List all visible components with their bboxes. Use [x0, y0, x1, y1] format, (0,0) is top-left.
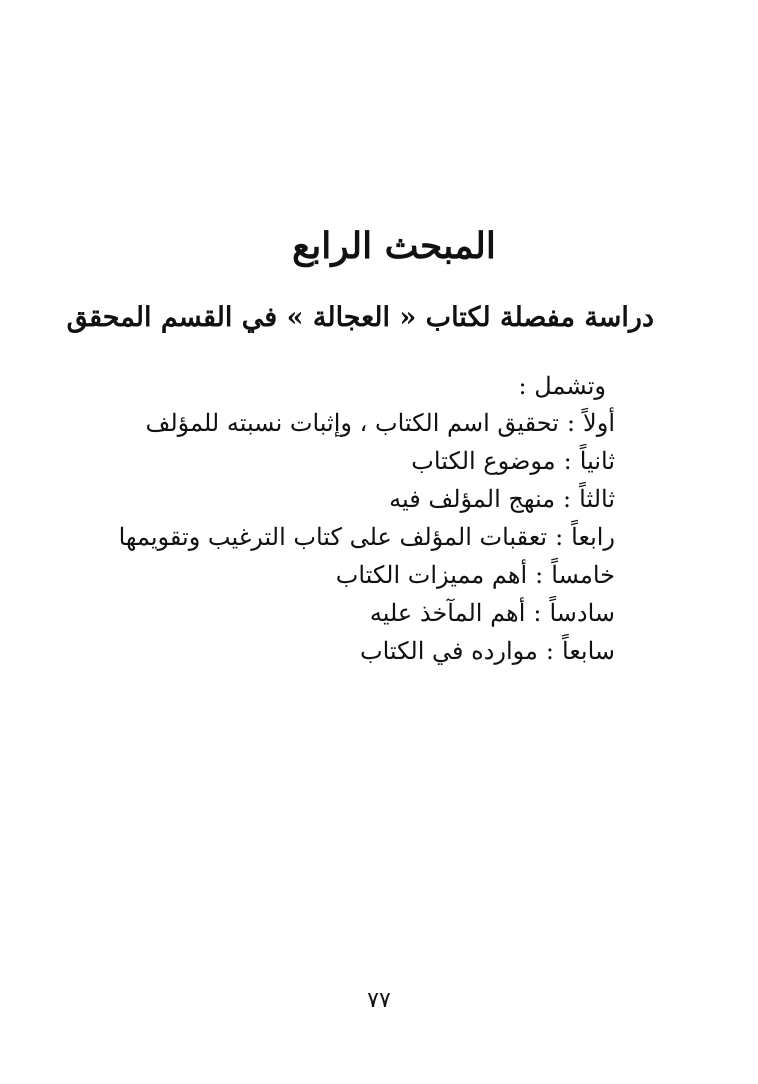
list-item [119, 632, 615, 670]
item-separator: : [535, 561, 544, 589]
item-text: موضوع الكتاب [411, 447, 556, 475]
section-subtitle: دراسة مفصلة لكتاب « العجالة » في القسم المحقق [66, 302, 654, 333]
list-item [119, 404, 615, 442]
contents-list [119, 404, 615, 670]
item-text: موارده في الكتاب [360, 637, 538, 665]
item-text: أهم مميزات الكتاب [335, 561, 528, 589]
item-separator: : [566, 409, 576, 437]
chapter-title: المبحث الرابع [292, 225, 496, 267]
item-ordinal: رابعاً [571, 523, 615, 551]
item-text: تحقيق اسم الكتاب ، وإثبات نسبته للمؤلف [145, 409, 559, 437]
list-item [119, 442, 615, 480]
item-separator: : [563, 485, 572, 513]
item-text: أهم المآخذ عليه [369, 599, 526, 627]
item-separator: : [563, 447, 572, 475]
item-ordinal: خامساً [551, 561, 615, 589]
item-ordinal: ثالثاً [579, 485, 615, 513]
item-text: منهج المؤلف فيه [389, 485, 556, 513]
list-item [119, 480, 615, 518]
item-separator: : [555, 523, 564, 551]
list-item [119, 556, 615, 594]
page-number: ٧٧ [367, 988, 391, 1013]
item-separator: : [533, 599, 542, 627]
item-separator: : [545, 637, 554, 665]
item-text: تعقبات المؤلف على كتاب الترغيب وتقويمها [118, 523, 548, 551]
item-ordinal: سادساً [549, 599, 615, 627]
list-item [119, 594, 615, 632]
list-item [119, 518, 615, 556]
item-ordinal: أولاً [583, 409, 615, 437]
item-ordinal: ثانياً [579, 447, 615, 475]
intro-text: وتشمل : [518, 372, 606, 400]
item-ordinal: سابعاً [562, 637, 615, 665]
